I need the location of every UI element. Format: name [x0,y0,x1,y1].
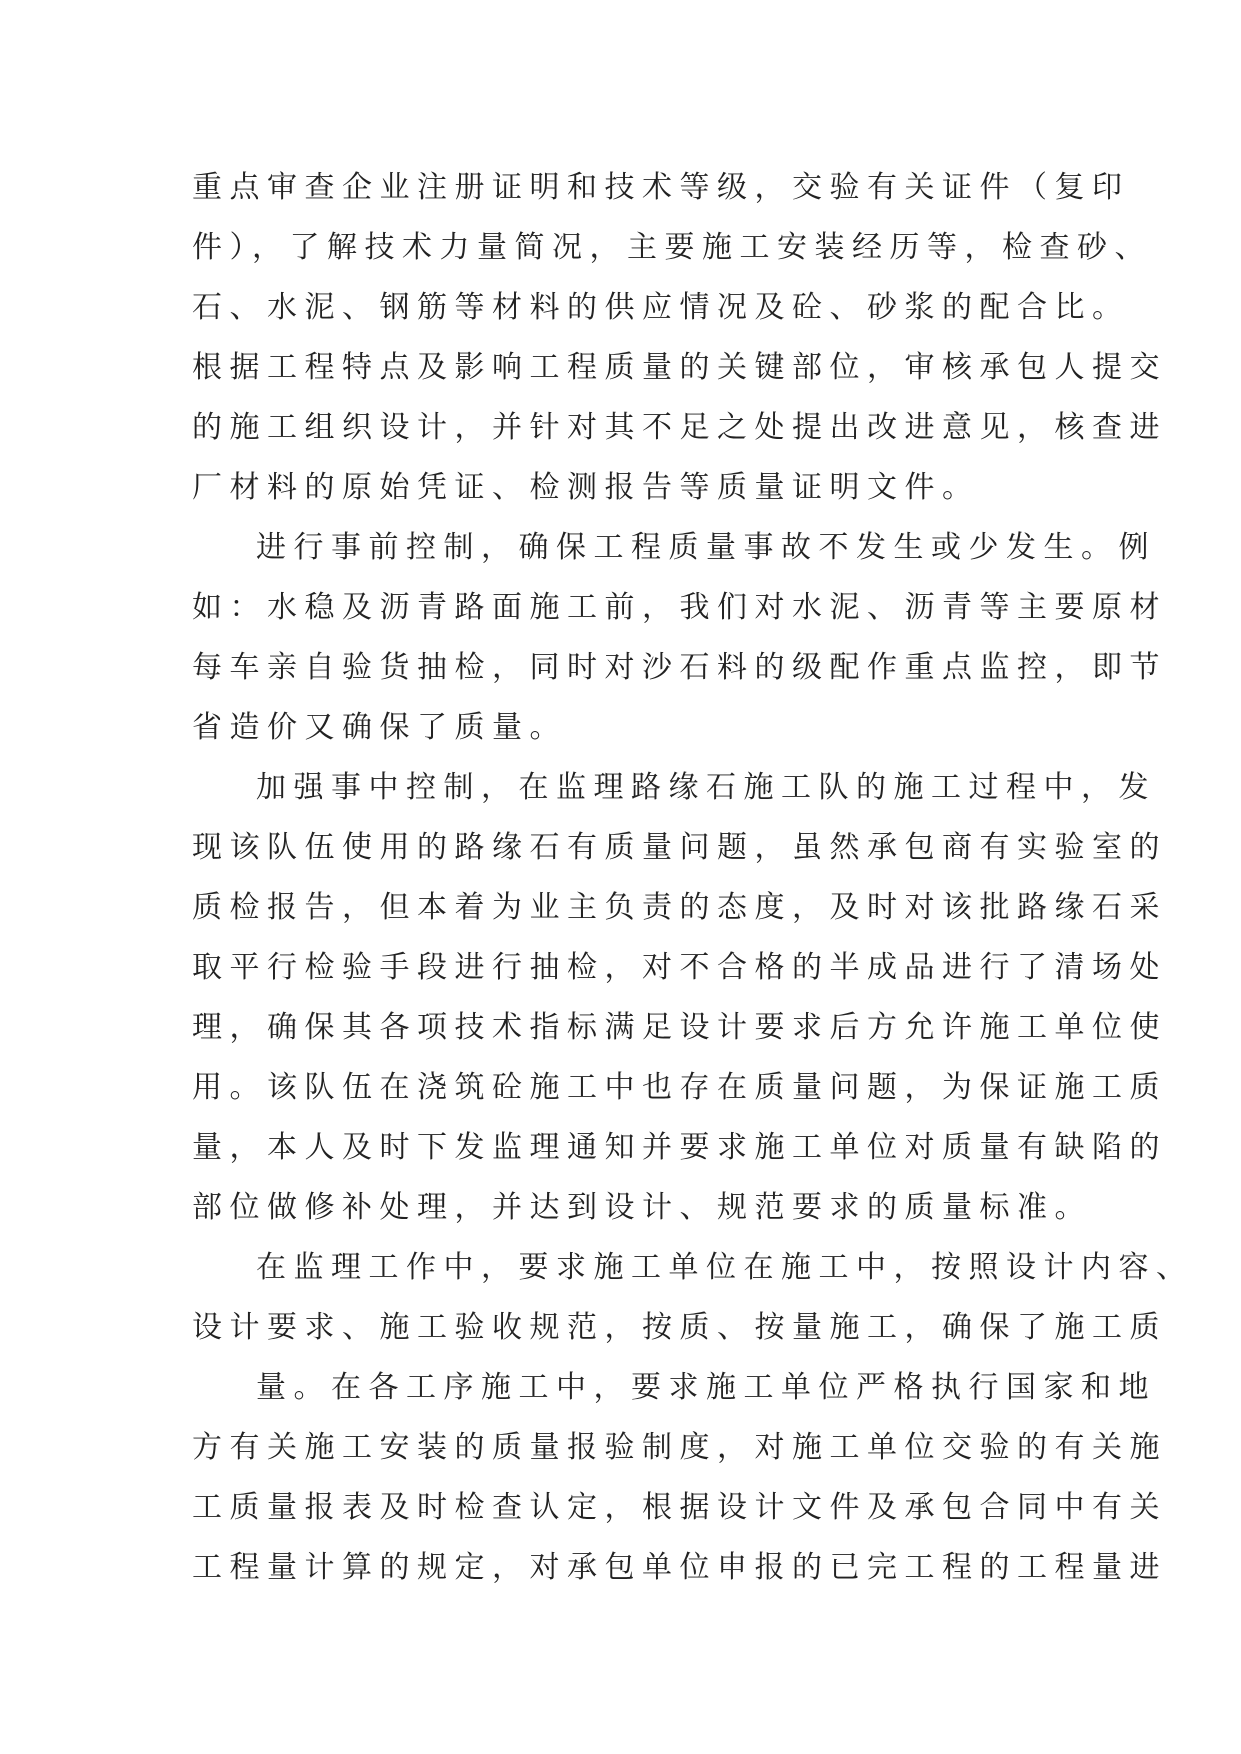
text-line: 石、水泥、钢筋等材料的供应情况及砼、砂浆的配合比。 [192,290,1130,325]
text-line: 的施工组织设计，并针对其不足之处提出改进意见，核查进 [192,410,1167,445]
text-line: 省造价又确保了质量。 [192,710,567,745]
text-line: 设计要求、施工验收规范，按质、按量施工，确保了施工质 [192,1310,1167,1345]
text-line: 工程量计算的规定，对承包单位申报的已完工程的工程量进 [192,1550,1167,1585]
paragraph-first-line: 在监理工作中，要求施工单位在施工中，按照设计内容、 [256,1250,1194,1285]
text-line: 每车亲自验货抽检，同时对沙石料的级配作重点监控，即节 [192,650,1167,685]
paragraph-first-line: 加强事中控制，在监理路缘石施工队的施工过程中，发 [256,770,1156,805]
body-text [192,158,1194,1598]
text-line: 件），了解技术力量简况，主要施工安装经历等，检查砂、 [192,230,1152,265]
text-line: 现该队伍使用的路缘石有质量问题，虽然承包商有实验室的 [192,830,1167,865]
text-line: 重点审查企业注册证明和技术等级，交验有关证件（复印 [192,170,1130,205]
text-line: 工质量报表及时检查认定，根据设计文件及承包合同中有关 [192,1490,1167,1525]
text-line: 用。该队伍在浇筑砼施工中也存在质量问题，为保证施工质 [192,1070,1167,1105]
text-line: 取平行检验手段进行抽检，对不合格的半成品进行了清场处 [192,950,1167,985]
paragraph-first-line: 量。在各工序施工中，要求施工单位严格执行国家和地 [256,1370,1156,1405]
paragraph-first-line: 进行事前控制，确保工程质量事故不发生或少发生。例 [256,530,1156,565]
text-line: 根据工程特点及影响工程质量的关键部位，审核承包人提交 [192,350,1167,385]
text-line: 质检报告，但本着为业主负责的态度，及时对该批路缘石采 [192,890,1167,925]
text-line: 方有关施工安装的质量报验制度，对施工单位交验的有关施 [192,1430,1167,1465]
text-line: 厂材料的原始凭证、检测报告等质量证明文件。 [192,470,980,505]
text-line: 部位做修补处理，并达到设计、规范要求的质量标准。 [192,1190,1092,1225]
text-line: 如：水稳及沥青路面施工前，我们对水泥、沥青等主要原材 [192,590,1167,625]
text-line: 理，确保其各项技术指标满足设计要求后方允许施工单位使 [192,1010,1167,1045]
text-line: 量，本人及时下发监理通知并要求施工单位对质量有缺陷的 [192,1130,1167,1165]
